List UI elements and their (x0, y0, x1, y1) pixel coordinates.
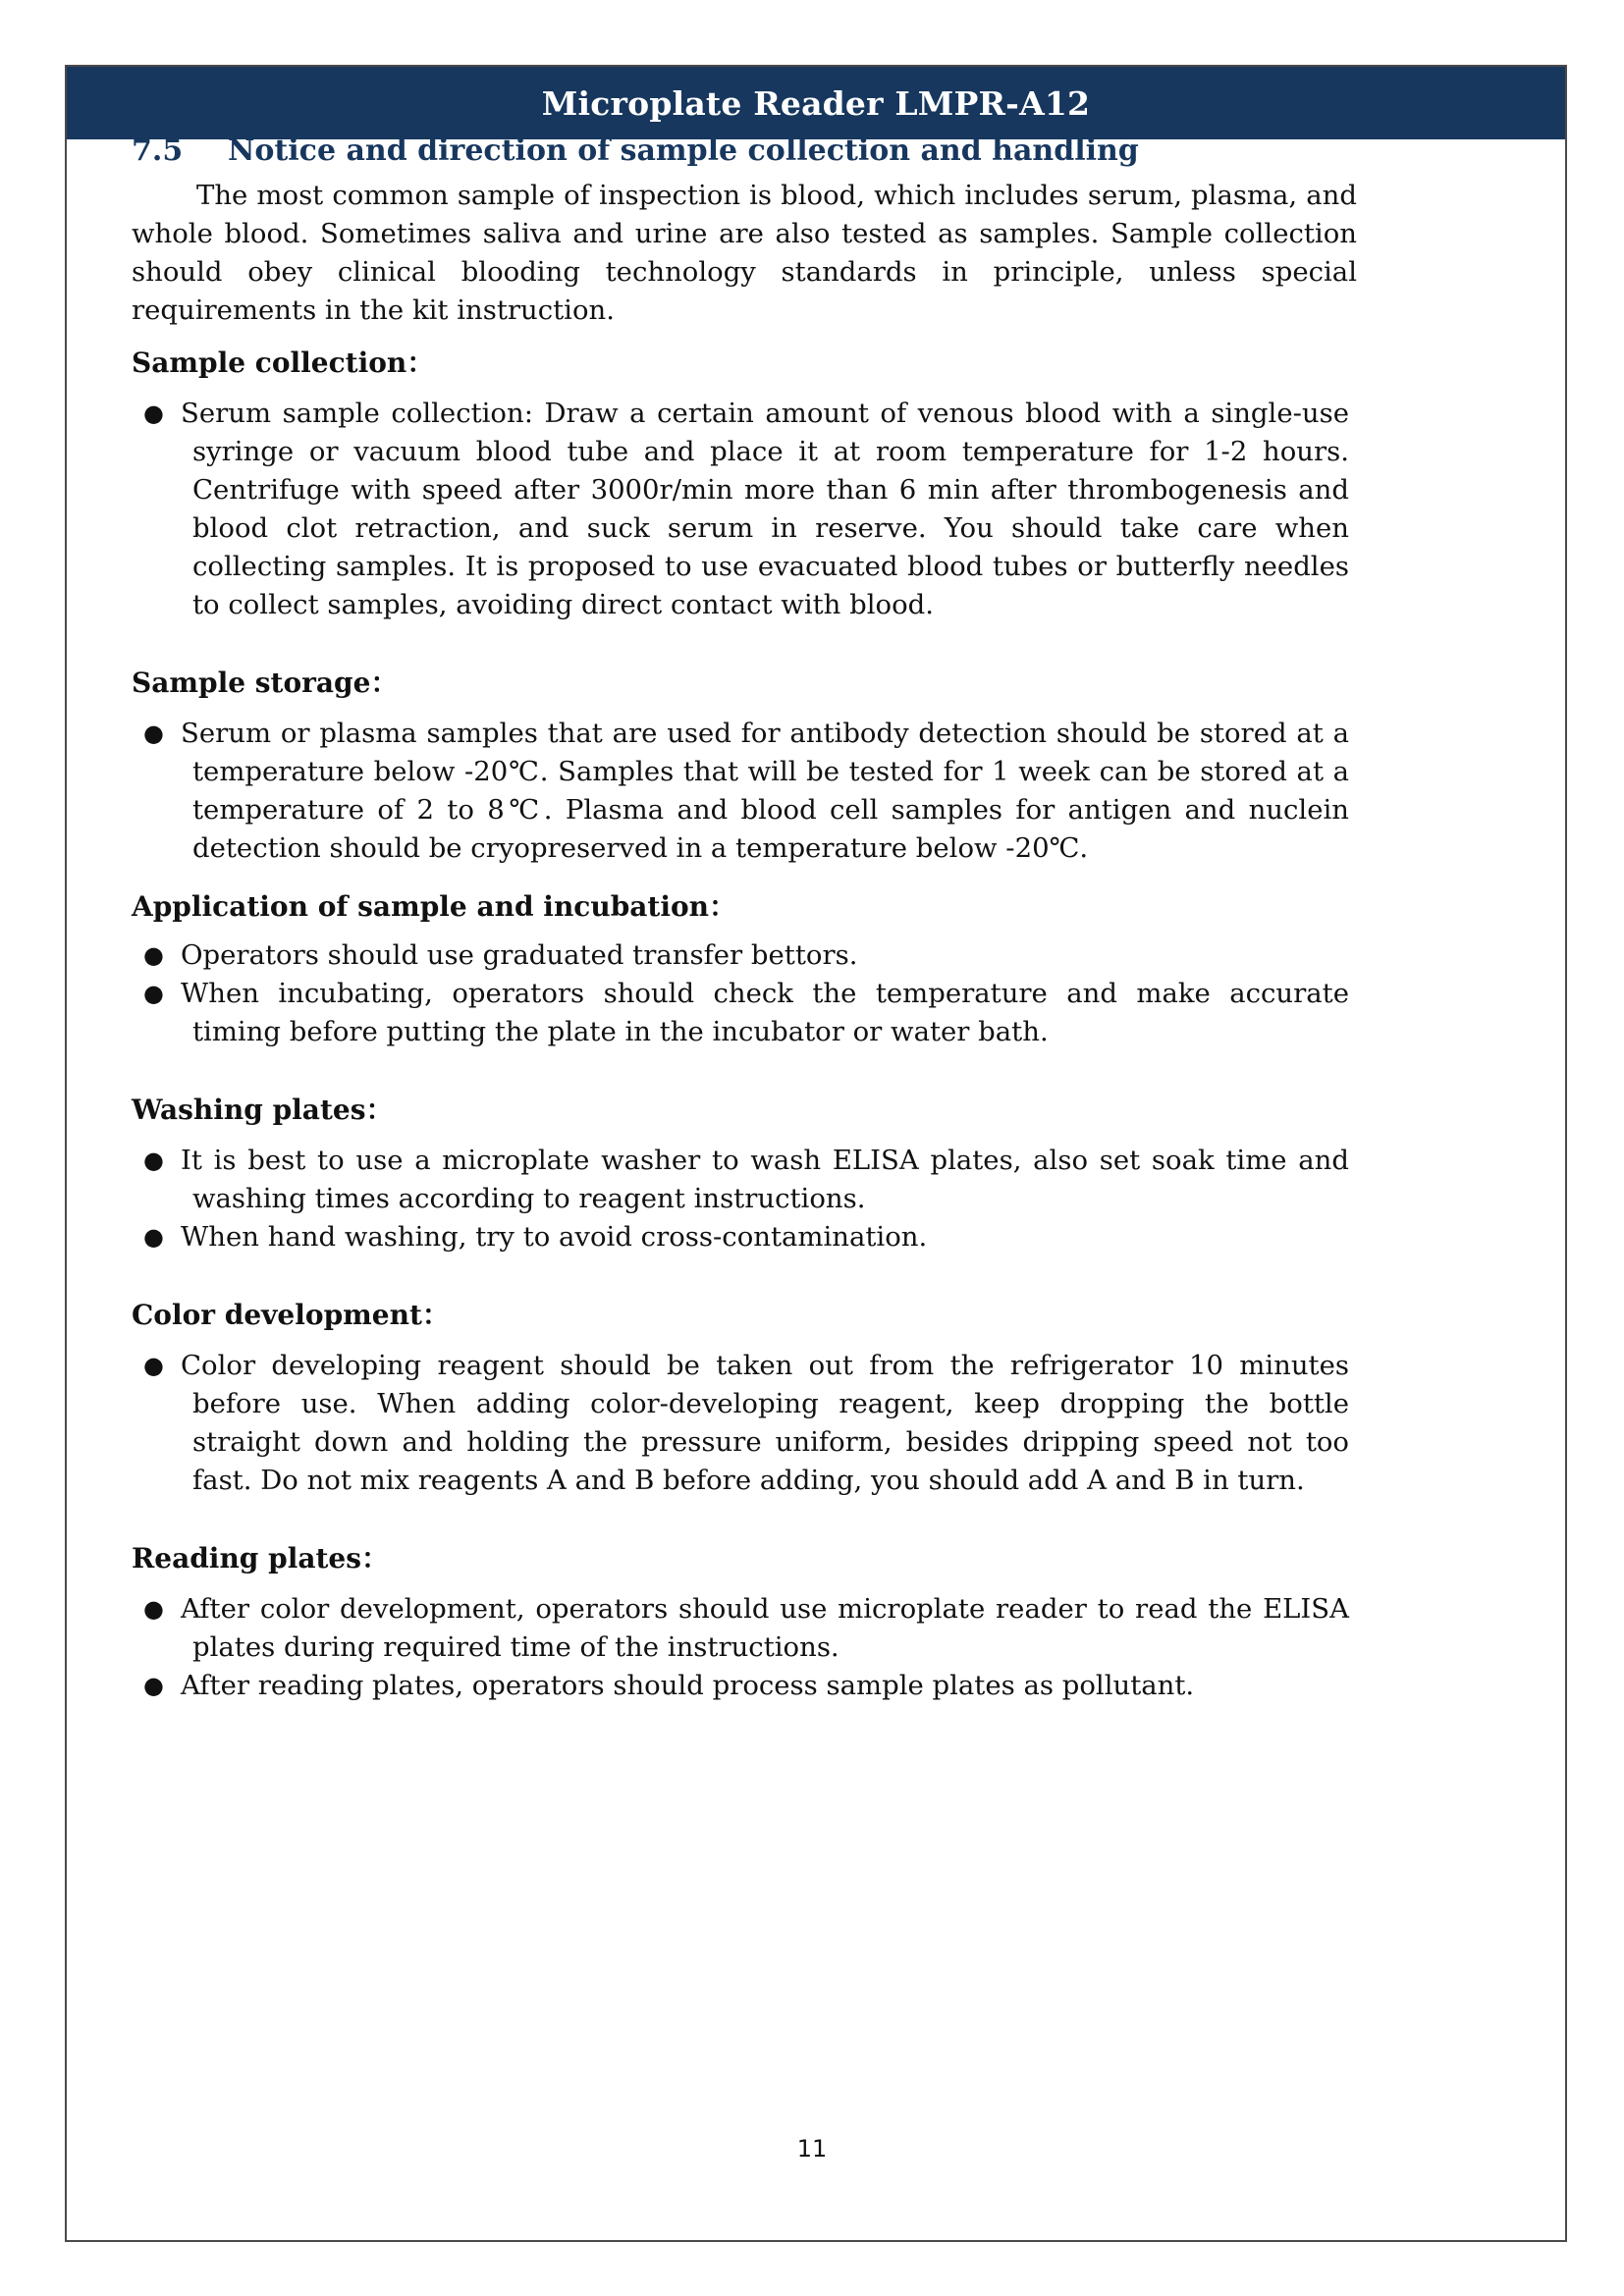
bullet-icon: ● (143, 1595, 164, 1623)
subsection-reading-plates (132, 1539, 1357, 1705)
bullet-icon: ● (143, 1223, 164, 1251)
header-title: Microplate Reader LMPR-A12 (541, 83, 1091, 123)
bullet-list (132, 1142, 1357, 1256)
bullet-icon: ● (143, 1147, 164, 1174)
bullet-list (132, 1347, 1357, 1500)
page-number: 11 (796, 2135, 828, 2163)
list-item: ● Operators should use graduated transfer bettors. (132, 936, 1357, 975)
subsection-application-incubation (132, 887, 1357, 1051)
list-item: ● After reading plates, operators should process sample plates as pollutant. (132, 1667, 1357, 1705)
subsection-sample-storage (132, 664, 1357, 868)
bullet-list (132, 1590, 1357, 1705)
subsection-heading: Sample collection： (132, 347, 435, 379)
bullet-list (132, 395, 1357, 624)
list-item: ● When hand washing, try to avoid cross-contamination. (132, 1218, 1357, 1256)
subsection-heading: Color development： (132, 1299, 450, 1331)
list-item: ● When incubating, operators should check the temperature and make accurate timing before putting the plate in the incubator or water bath. (132, 975, 1357, 1051)
subsection-heading: Reading plates： (132, 1542, 389, 1575)
list-item: ● It is best to use a microplate washer to wash ELISA plates, also set soak time and washing times according to reagent instructions. (132, 1142, 1357, 1218)
bullet-icon: ● (143, 400, 164, 427)
bullet-list (132, 715, 1357, 868)
subsection-washing-plates (132, 1091, 1357, 1256)
page-content (132, 130, 1357, 1705)
subsection-heading: Sample storage： (132, 667, 399, 699)
subsection-sample-collection (132, 344, 1357, 624)
bullet-list (132, 936, 1357, 1051)
list-item: ● Color developing reagent should be taken out from the refrigerator 10 minutes before use. When adding color-developing reagent, keep dropping the bottle straight down and holding the pressure uniform, besides dripping speed not too fast. Do not mix reagents A and B before adding, you should add A and B in turn. (132, 1347, 1357, 1500)
section-heading (132, 130, 1357, 173)
intro-paragraph: The most common sample of inspection is blood, which includes serum, plasma, and whole blood. Sometimes saliva and urine are also tested as samples. Sample collection should obey clinical blooding technology standards in principle, unless special requirements in the kit instruction. (132, 180, 1357, 326)
subsection-heading: Washing plates： (132, 1094, 394, 1126)
bullet-icon: ● (143, 720, 164, 747)
section-title: Notice and direction of sample collection and handling (228, 133, 1139, 168)
list-item: ● After color development, operators should use microplate reader to read the ELISA plates during required time of the instructions. (132, 1590, 1357, 1667)
bullet-icon: ● (143, 1672, 164, 1699)
section-number: 7.5 (132, 133, 184, 168)
subsection-color-development (132, 1296, 1357, 1500)
subsection-heading: Application of sample and incubation： (132, 890, 737, 923)
list-item: ● Serum sample collection: Draw a certain amount of venous blood with a single-use syringe or vacuum blood tube and place it at room temperature for 1-2 hours. Centrifuge with speed after 3000r/min more than 6 min after thrombogenesis and blood clot retraction, and suck serum in reserve. You should take care when collecting samples. It is proposed to use evacuated blood tubes or butterfly needles to collect samples, avoiding direct contact with blood. (132, 395, 1357, 624)
bullet-icon: ● (143, 980, 164, 1007)
bullet-icon: ● (143, 941, 164, 969)
header-bar (67, 67, 1565, 139)
list-item: ● Serum or plasma samples that are used for antibody detection should be stored at a temperature below -20℃. Samples that will be tested for 1 week can be stored at a temperature of 2 to 8℃. Plasma and blood cell samples for antigen and nuclein detection should be cryopreserved in a temperature below -20℃. (132, 715, 1357, 868)
bullet-icon: ● (143, 1352, 164, 1379)
